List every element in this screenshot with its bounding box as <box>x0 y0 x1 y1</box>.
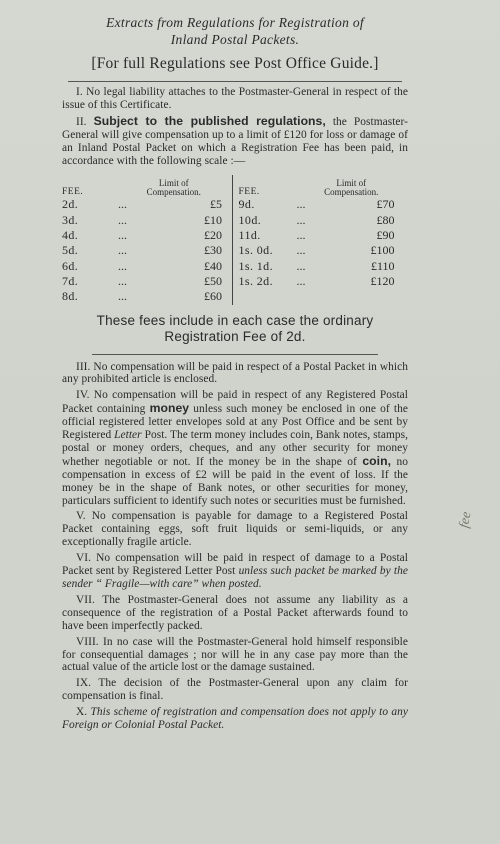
regulation-10-number: X. <box>76 706 88 719</box>
compensation-amount: £100 <box>370 243 395 258</box>
fee-row <box>62 228 230 243</box>
title-line-2: Inland Postal Packets. <box>170 32 300 47</box>
post-office-guide-note: [For full Regulations see Post Office Guide.] <box>91 55 379 72</box>
fee-value: 9d. <box>238 197 255 212</box>
limit-header-line-2: Compensation. <box>146 187 201 198</box>
regulation-6-text: VI. No compensation will be paid in respect of damage to a Postal Packet sent by Registered Letter Post <box>62 552 408 578</box>
fee-value: 1s. 1d. <box>238 258 273 273</box>
compensation-amount: £20 <box>204 228 222 243</box>
fee-row <box>239 197 408 212</box>
title-line-1: Extracts from Regulations for Registration of <box>106 15 364 30</box>
fee-table-left <box>62 175 230 304</box>
fee-row <box>62 289 230 304</box>
leader-dots: ... <box>118 228 127 243</box>
compensation-amount: £30 <box>204 243 222 258</box>
compensation-amount: £70 <box>376 197 395 212</box>
leader-dots: ... <box>296 212 306 227</box>
fee-row <box>62 197 230 212</box>
fee-rows-left <box>62 197 230 304</box>
fee-row <box>62 274 230 289</box>
handwritten-margin-note: fee <box>456 510 475 530</box>
fee-value: 10d. <box>238 212 262 227</box>
compensation-amount: £80 <box>376 212 395 227</box>
fee-value: 8d. <box>62 289 79 304</box>
regulation-5: V. No compensation is payable for damage to a Registered Postal Packet containing eggs, soft fruit liquids or semi-liquids, or any exceptionally fragile article. <box>62 510 408 549</box>
regulation-6-italic: unless such packet be marked by the sender “ Fragile—with care” when posted. <box>62 565 408 591</box>
fee-table <box>62 175 408 304</box>
regulation-9: IX. The decision of the Postmaster-General upon any claim for compensation is final. <box>62 677 408 703</box>
regulation-6 <box>62 552 408 591</box>
compensation-amount: £120 <box>370 273 395 288</box>
fee-row <box>239 228 408 243</box>
divider <box>92 354 378 355</box>
fee-value: 3d. <box>62 212 79 227</box>
fee-value: 1s. 0d. <box>238 243 273 258</box>
regulation-4-text-e: Post. The term money includes coin, Bank notes, stamps, postal or money orders, cheques, and any other security for money whether negotiable or not. If the money be in the shape of <box>62 429 409 468</box>
limit-header-line-2: Compensation. <box>324 187 379 198</box>
leader-dots: ... <box>118 258 127 273</box>
regulation-10-italic: This scheme of registration and compensation does not apply to any Foreign or Colonial Postal Packet. <box>62 706 408 732</box>
fee-table-right <box>232 175 408 304</box>
regulation-10 <box>62 706 408 732</box>
fee-table-header-right <box>239 175 408 197</box>
regulation-1: I. No legal liability attaches to the Postmaster-General in respect of the issue of this Certificate. <box>62 86 408 111</box>
compensation-amount: £10 <box>204 212 222 227</box>
fee-row <box>239 259 408 274</box>
regulation-4-letter: Letter <box>114 429 142 442</box>
fees-note-line-1: These fees include in each case the ordinary <box>96 312 374 328</box>
fees-note-line-2: Registration Fee of 2d. <box>164 328 306 344</box>
compensation-amount: £60 <box>204 289 222 304</box>
fee-row <box>239 274 408 289</box>
leader-dots: ... <box>118 243 127 258</box>
regulation-3: III. No compensation will be paid in respect of a Postal Packet in which any prohibited article is enclosed. <box>62 360 408 386</box>
fee-value: 2d. <box>62 197 79 212</box>
fee-rows-right <box>239 197 408 289</box>
divider <box>68 81 402 82</box>
regulation-4 <box>62 389 408 507</box>
leader-dots: ... <box>296 243 306 258</box>
fee-column-header: FEE. <box>238 187 260 198</box>
leader-dots: ... <box>118 212 127 227</box>
leader-dots: ... <box>296 228 306 243</box>
leader-dots: ... <box>118 289 127 304</box>
compensation-amount: £40 <box>204 258 222 273</box>
fee-column-header: FEE. <box>62 187 84 198</box>
regulation-4-text-g: no compensation in excess of £2 will be paid in the event of loss. If the money be in the shape of Bank notes, or other securities for money, particulars sufficient to identify such notes or securities must be furnished. <box>62 455 408 507</box>
leader-dots: ... <box>118 197 127 212</box>
regulation-4-text-a: IV. No compensation will be paid in respect of any Registered Postal Packet containing <box>62 389 408 416</box>
regulation-2-text: the Postmaster-General will give compensation up to a limit of £120 for loss or damage of an Inland Postal Packet on which a Registration Fee has been paid, in accordance with the following scale :— <box>62 115 408 167</box>
document-title <box>62 14 408 48</box>
regulation-4-text-c: unless such money be enclosed in one of the official registered letter envelopes sold at any Post Office and be sent by Registered <box>62 403 409 442</box>
regulation-7: VII. The Postmaster-General does not assume any liability as a consequence of the registration of a Postal Packet afterwards found to have been imperfectly packed. <box>62 593 408 632</box>
limit-header-line-1: Limit of <box>158 178 189 189</box>
fee-value: 1s. 2d. <box>238 273 273 288</box>
compensation-amount: £5 <box>210 197 222 212</box>
fee-value: 11d. <box>238 228 261 243</box>
limit-header-line-1: Limit of <box>336 178 367 189</box>
fees-note <box>62 313 408 345</box>
regulation-2 <box>62 115 408 168</box>
compensation-amount: £90 <box>376 228 395 243</box>
regulation-4-money: money <box>149 401 190 416</box>
limit-column-header <box>295 179 408 197</box>
fee-table-header-left <box>62 175 230 197</box>
limit-column-header <box>118 179 230 197</box>
compensation-amount: £110 <box>370 258 395 273</box>
fee-row <box>239 213 408 228</box>
regulation-8: VIII. In no case will the Postmaster-General hold himself responsible for consequential damages ; nor will he in any case pay more than the actual value of the article lost or the damage sustained. <box>62 635 408 674</box>
leader-dots: ... <box>118 273 127 288</box>
fee-row <box>239 243 408 258</box>
regulation-2-number: II. <box>76 115 87 128</box>
fee-value: 6d. <box>62 258 79 273</box>
regulation-2-bold: Subject to the published regulations, <box>93 113 326 128</box>
fee-row <box>62 259 230 274</box>
fee-value: 4d. <box>62 228 79 243</box>
fee-value: 7d. <box>62 273 79 288</box>
regulations-text <box>62 14 408 732</box>
fee-row <box>62 243 230 258</box>
leader-dots: ... <box>296 258 306 273</box>
regulation-4-coin: coin, <box>362 453 392 468</box>
leader-dots: ... <box>296 197 306 212</box>
compensation-amount: £50 <box>204 273 222 288</box>
fee-value: 5d. <box>62 243 79 258</box>
leader-dots: ... <box>296 273 306 288</box>
fee-row <box>62 213 230 228</box>
